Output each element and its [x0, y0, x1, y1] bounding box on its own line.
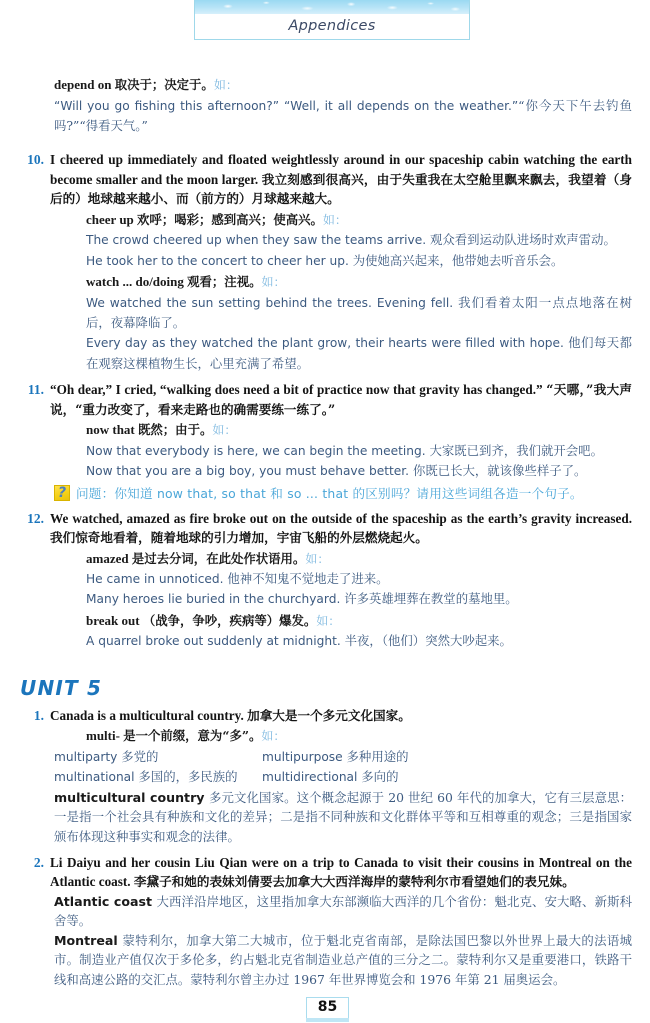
lead-cn: “天哪，”我大声说，“重力改变了，看来走路也的确需要练一练了。” [50, 382, 632, 417]
word-cn: 多种用途的 [346, 748, 409, 764]
example-en: Now that everybody is here, we can begin the meeting. [86, 443, 430, 458]
example-en: He came in unnoticed. [86, 572, 228, 587]
definition-en: amazed [86, 550, 132, 566]
word-cn: 多党的 [121, 748, 159, 764]
example-line [54, 96, 632, 137]
example-cn: “你今天下午去钓鱼吗?”“得看天气。” [54, 97, 632, 133]
definition-cn: 是一个前缀，意为“多”。 [123, 728, 262, 744]
entry-number: 12. [27, 510, 44, 526]
example-en: Many heroes lie buried in the churchyard. [86, 592, 345, 607]
morphology-column-2 [262, 747, 522, 788]
word-en: multiparty [54, 749, 122, 764]
example-line [86, 293, 632, 334]
unit-heading: UNIT 5 [20, 675, 103, 700]
numbered-entry-11 [18, 380, 632, 481]
numbered-entry-u5-1 [18, 706, 632, 747]
ru-marker: 如： [305, 551, 330, 566]
note-cn: 大西洋沿岸地区，这里指加拿大东部濒临大西洋的几个省份：魁北克、安大略、新斯科舍等。 [54, 893, 632, 929]
example-line [86, 333, 632, 374]
question-suffix: 的区别吗？请用这些词组各造一个句子。 [352, 485, 583, 501]
note-en: multicultural country [54, 789, 210, 805]
sub-entry-watch-do-doing [86, 272, 632, 293]
definition-line [54, 75, 632, 96]
ru-marker: 如： [212, 423, 237, 438]
example-en: We watched the sun setting behind the trees. Evening fell. [86, 295, 459, 310]
lead-cn: 加拿大是一个多元文化国家。 [247, 707, 411, 723]
page-number-box [306, 997, 349, 1019]
example-en: He took her to the concert to cheer her up. [86, 253, 353, 268]
note-cn: 多元文化国家。这个概念起源于 20 世纪 60 年代的加拿大，它有三层意思：一是指一个社会具有种族和文化的差异；二是指不同种族和文化群体平等和互相尊重的观念；三是指国家颁布体现这种事实和观念的法律。 [54, 789, 632, 844]
numbered-entry-12 [18, 509, 632, 652]
lead-en: “Oh dear,” I cried, “walking does need a bit of practice now that gravity has changed.” [50, 382, 547, 398]
ru-marker: 如： [261, 275, 286, 290]
example-line [86, 251, 632, 271]
definition-cn: 欢呼；喝彩；感到高兴；使高兴。 [137, 211, 323, 227]
definition-cn: 取决于；决定于。 [114, 77, 214, 92]
sub-entry-now-that [86, 420, 632, 481]
note-paragraph-atlantic-coast [54, 892, 632, 931]
question-prefix: 问题：你知道 [76, 485, 157, 501]
ru-marker: 如： [322, 212, 347, 227]
page-number: 85 [317, 999, 338, 1015]
question-terms-1: now that, so that [156, 485, 271, 501]
definition-cn: （战争，争吵，疾病等）爆发。 [142, 612, 317, 628]
lead-sentence [50, 706, 632, 726]
sub-entry-multi-prefix [86, 726, 632, 747]
example-cn: 我们看着太阳一点点地落在树后，夜幕降临了。 [86, 294, 632, 331]
example-en: The crowd cheered up when they saw the teams arrive. [86, 233, 430, 248]
example-en: Every day as they watched the plant grow, their hearts were filled with hope. [86, 336, 569, 351]
entry-body [50, 380, 632, 481]
example-line [86, 631, 632, 651]
entry-number: 11. [27, 382, 44, 398]
example-cn: 他们每天都在观察这棵植物生长，心里充满了希望。 [86, 335, 632, 371]
example-cn: 许多英雄埋葬在教堂的墓地里。 [344, 591, 518, 607]
numbered-entry-10 [18, 150, 632, 374]
lead-en: Canada is a multicultural country. [50, 707, 248, 723]
lead-sentence [50, 509, 632, 548]
entry-body [50, 150, 632, 374]
definition-en: break out [86, 612, 143, 628]
question-terms-2: so ... that [287, 485, 353, 501]
example-cn: 观众看到运动队进场时欢声雷动。 [430, 232, 616, 248]
definition-line [86, 210, 632, 231]
entry-number: 1. [33, 707, 44, 723]
question-mark-glyph: ? [57, 484, 67, 501]
example-cn: 为使她高兴起来，他带她去听音乐会。 [352, 252, 564, 268]
entry-number: 2. [33, 854, 44, 870]
note-en: Montreal [54, 932, 123, 948]
lead-cn: 李黛子和她的表妹刘倩要去加拿大大西洋海岸的蒙特利尔市看望她们的表兄妹。 [133, 874, 575, 890]
question-text [76, 484, 583, 503]
definition-cn: 既然；由于。 [138, 422, 213, 438]
question-mark-icon [54, 485, 70, 501]
definition-en: multi- [86, 728, 124, 744]
question-mid: 和 [270, 485, 288, 501]
definition-en: depend on [54, 77, 115, 92]
definition-line [86, 726, 632, 747]
word-cn: 多国的，多民族的 [138, 769, 238, 785]
note-cn: 蒙特利尔，加拿大第二大城市，位于魁北克省南部，是除法国巴黎以外世界上最大的法语城市。制造业产值仅次于多伦多，约占魁北克省制造业总产值的三分之二。蒙特利尔又是重要港口，铁路干线和高速公路的交汇点。蒙特利尔曾主办过 1967 年世界博览会和 1976 年第 21 届奥运会。 [54, 932, 633, 987]
example-en: “Will you go fishing this afternoon?” “Well, it all depends on the weather.” [54, 98, 519, 113]
sub-entry-cheer-up [86, 210, 632, 271]
list-item [262, 747, 522, 768]
definition-line [86, 611, 632, 632]
entry-depend-on [54, 75, 632, 96]
example-cn: 你既已长大，就该像些样子了。 [412, 463, 587, 479]
lead-cn: 我们惊奇地看着，随着地球的引力增加，宇宙飞船的外层燃烧起火。 [50, 530, 428, 546]
example-en: Now that you are a big boy, you must behave better. [86, 464, 413, 479]
example-line [86, 569, 632, 589]
ru-marker: 如： [213, 78, 238, 92]
note-en: Atlantic coast [54, 893, 157, 909]
definition-en: cheer up [86, 211, 138, 227]
example-line [86, 589, 632, 609]
definition-line [86, 420, 632, 441]
definition-line [86, 549, 632, 570]
definition-line [86, 272, 632, 293]
lead-en: We watched, amazed as fire broke out on the outside of the spaceship as the earth’s gravity increased. [50, 510, 632, 526]
word-en: multidirectional [262, 770, 362, 785]
example-cn: 半夜，（他们）突然大吵起来。 [344, 633, 512, 649]
banner-title: Appendices [288, 18, 376, 34]
appendices-banner [194, 0, 470, 40]
example-line [86, 230, 632, 250]
example-cn: 大家既已到齐，我们就开会吧。 [429, 442, 603, 458]
definition-cn: 观看；注视。 [187, 274, 262, 290]
list-item [54, 767, 262, 788]
lead-sentence [50, 150, 632, 209]
lead-sentence [50, 380, 632, 419]
page-content [18, 74, 632, 990]
banner-water-texture-icon [195, 0, 469, 14]
entry-body [50, 706, 632, 747]
entry-number: 10. [27, 152, 44, 168]
entry-body [50, 853, 632, 892]
list-item [54, 747, 262, 768]
word-cn: 多向的 [361, 769, 399, 785]
definition-en: now that [86, 422, 139, 438]
page-number-underbar [306, 1018, 349, 1022]
example-line [86, 461, 632, 481]
morphology-column-1 [54, 747, 262, 788]
lead-en: Li Daiyu and her cousin Liu Qian were on a trip to Canada to visit their cousins in Montreal on the Atlantic coast. [50, 854, 632, 890]
note-paragraph-montreal [54, 931, 632, 990]
example-line [86, 441, 632, 461]
entry-body [50, 509, 632, 652]
example-en: A quarrel broke out suddenly at midnight. [86, 634, 345, 649]
definition-cn: 是过去分词，在此处作状语用。 [131, 550, 306, 566]
note-paragraph-multicultural [54, 788, 632, 847]
definition-en: watch ... do/doing [86, 274, 188, 290]
list-item [262, 767, 522, 788]
lead-sentence [50, 853, 632, 892]
numbered-entry-u5-2 [18, 853, 632, 892]
ru-marker: 如： [261, 729, 286, 744]
question-callout [54, 484, 632, 503]
lead-en: I cheered up immediately and floated weightlessly around in our spaceship cabin watching the earth become smaller and the moon larger. [50, 152, 632, 187]
example-cn: 他神不知鬼不觉地走了进来。 [227, 571, 389, 587]
word-en: multipurpose [262, 749, 347, 764]
lead-cn: 我立刻感到很高兴，由于失重我在太空舱里飘来飘去，我望着（身后的）地球越来越小、而（前方的）月球越来越大。 [50, 171, 633, 207]
morphology-list [54, 747, 632, 788]
word-en: multinational [54, 770, 139, 785]
sub-entry-break-out [86, 611, 632, 652]
ru-marker: 如： [316, 613, 341, 628]
sub-entry-amazed [86, 549, 632, 610]
